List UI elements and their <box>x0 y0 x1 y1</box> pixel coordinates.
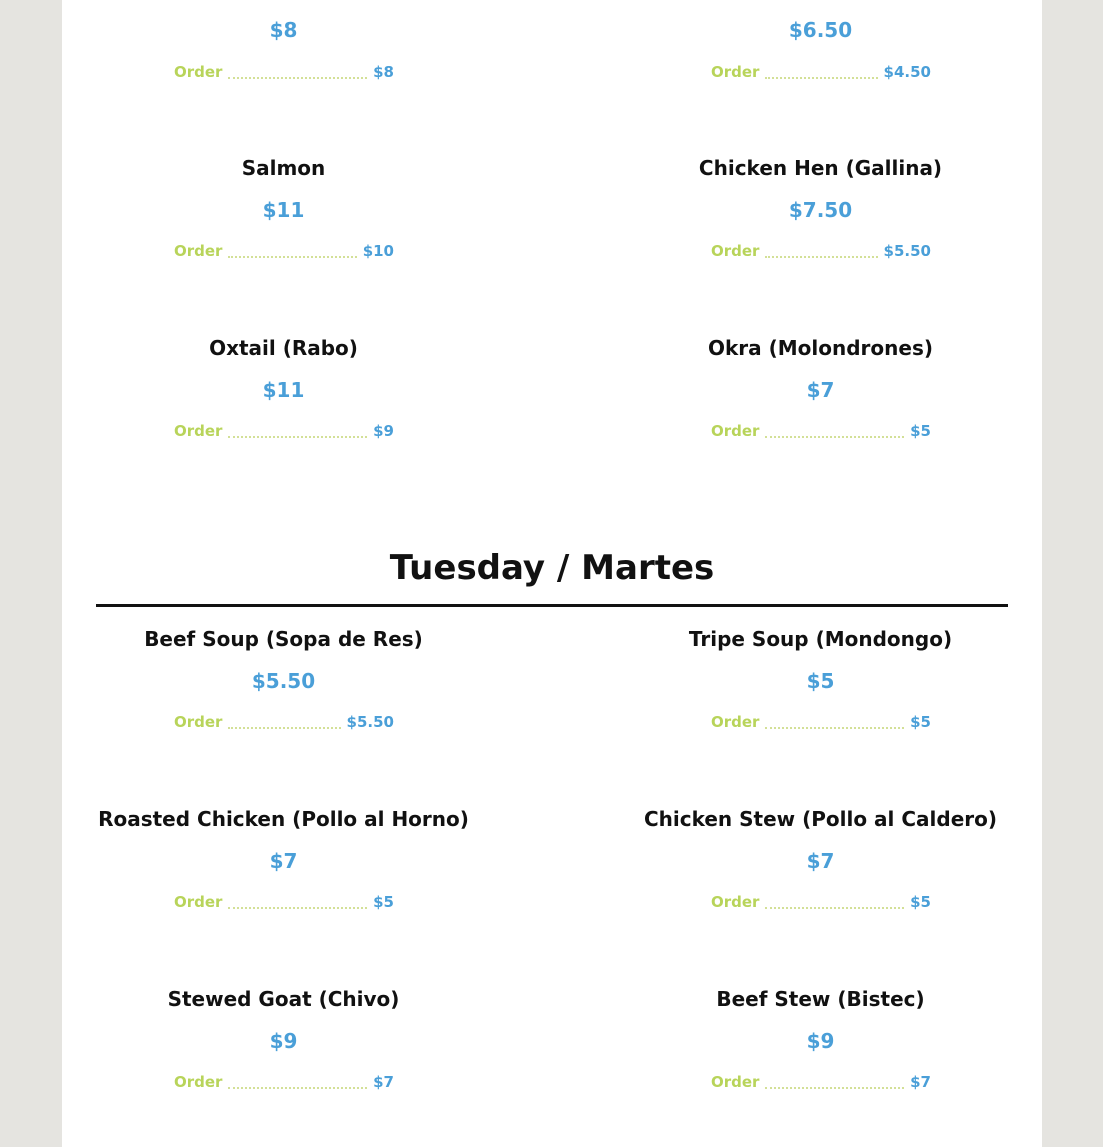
dot-leader <box>765 246 877 258</box>
order-row[interactable] <box>174 1073 394 1093</box>
order-price: $9 <box>373 422 394 440</box>
order-row[interactable] <box>174 893 394 913</box>
item-name: Chicken Hen (Gallina) <box>698 156 943 180</box>
menu-item <box>62 627 505 767</box>
menu-item <box>62 336 505 476</box>
dot-leader <box>765 67 877 79</box>
order-price: $8 <box>373 63 394 81</box>
order-link[interactable]: Order <box>174 1073 223 1091</box>
order-row[interactable] <box>711 713 931 733</box>
dot-leader <box>765 1077 904 1089</box>
order-row[interactable] <box>711 422 931 442</box>
item-price: $8 <box>269 18 298 42</box>
order-link[interactable]: Order <box>711 893 760 911</box>
menu-item <box>62 156 505 296</box>
item-name: Oxtail (Rabo) <box>209 336 358 360</box>
item-price: $7 <box>806 849 835 873</box>
order-row[interactable] <box>711 1073 931 1093</box>
item-name: Salmon <box>241 156 326 180</box>
order-price: $7 <box>910 1073 931 1091</box>
item-name: Tripe Soup (Mondongo) <box>688 627 953 651</box>
menu-page <box>62 0 1042 1147</box>
order-link[interactable]: Order <box>711 422 760 440</box>
order-row[interactable] <box>711 242 931 262</box>
order-link[interactable]: Order <box>174 422 223 440</box>
item-name: Okra (Molondrones) <box>707 336 933 360</box>
order-row[interactable] <box>174 242 394 262</box>
order-row[interactable] <box>174 422 394 442</box>
section-title-tuesday: Tuesday / Martes <box>389 548 715 588</box>
dot-leader <box>228 246 356 258</box>
menu-item <box>599 336 1042 476</box>
order-price: $7 <box>373 1073 394 1091</box>
item-price: $5.50 <box>251 669 316 693</box>
menu-item <box>599 0 1042 42</box>
order-price: $5 <box>910 422 931 440</box>
item-price: $9 <box>806 1029 835 1053</box>
order-price: $4.50 <box>883 63 931 81</box>
dot-leader <box>228 717 340 729</box>
order-link[interactable]: Order <box>711 1073 760 1091</box>
order-price: $5 <box>910 713 931 731</box>
item-name: Roasted Chicken (Pollo al Horno) <box>98 807 469 831</box>
item-price: $11 <box>262 198 305 222</box>
order-link[interactable]: Order <box>711 242 760 260</box>
item-price: $6.50 <box>788 18 853 42</box>
order-price: $5 <box>910 893 931 911</box>
dot-leader <box>765 717 904 729</box>
order-link[interactable]: Order <box>174 242 223 260</box>
order-price: $10 <box>362 242 394 260</box>
order-row[interactable] <box>174 63 394 83</box>
item-price: $5 <box>806 669 835 693</box>
order-link[interactable]: Order <box>174 63 223 81</box>
dot-leader <box>228 897 367 909</box>
menu-item <box>599 627 1042 767</box>
menu-item <box>599 987 1042 1127</box>
item-price: $7 <box>269 849 298 873</box>
item-price: $7.50 <box>788 198 853 222</box>
item-name: Stewed Goat (Chivo) <box>167 987 400 1011</box>
dot-leader <box>765 897 904 909</box>
item-name: Beef Soup (Sopa de Res) <box>144 627 423 651</box>
dot-leader <box>765 426 904 438</box>
menu-item <box>599 807 1042 947</box>
order-price: $5 <box>373 893 394 911</box>
order-link[interactable]: Order <box>174 713 223 731</box>
order-link[interactable]: Order <box>174 893 223 911</box>
item-price: $11 <box>262 378 305 402</box>
order-link[interactable]: Order <box>711 713 760 731</box>
order-price: $5.50 <box>346 713 394 731</box>
order-link[interactable]: Order <box>711 63 760 81</box>
menu-item <box>62 0 505 42</box>
order-price: $5.50 <box>883 242 931 260</box>
order-row[interactable] <box>711 893 931 913</box>
dot-leader <box>228 1077 367 1089</box>
item-name: Chicken Stew (Pollo al Caldero) <box>643 807 998 831</box>
dot-leader <box>228 67 367 79</box>
order-row[interactable] <box>711 63 931 83</box>
item-price: $7 <box>806 378 835 402</box>
item-price: $9 <box>269 1029 298 1053</box>
menu-item <box>62 987 505 1127</box>
item-name: Beef Stew (Bistec) <box>716 987 925 1011</box>
menu-item <box>62 807 505 947</box>
menu-item <box>599 156 1042 296</box>
section-divider <box>96 604 1008 607</box>
dot-leader <box>228 426 367 438</box>
order-row[interactable] <box>174 713 394 733</box>
